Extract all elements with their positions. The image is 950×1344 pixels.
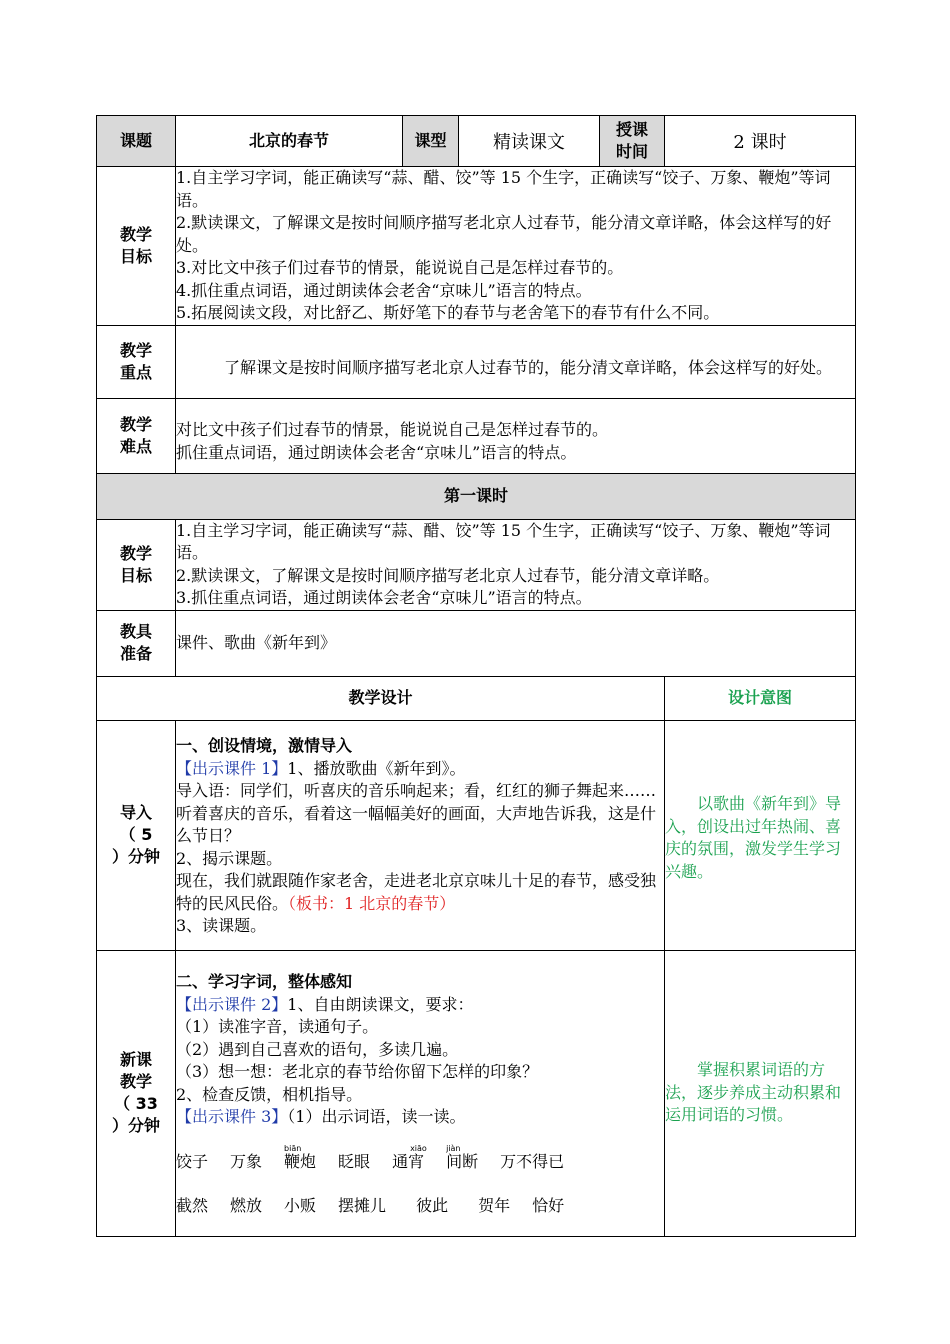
- vocab-word: biān 鞭炮: [284, 1143, 317, 1171]
- courseware-tag: 【出示课件 3】: [176, 1107, 288, 1127]
- key-content: [176, 325, 856, 398]
- vocab-row-2: [176, 1195, 664, 1218]
- vocab-word: 小贩: [284, 1196, 317, 1216]
- time-value: 2 课时: [665, 116, 856, 167]
- goal-item: 3.对比文中孩子们过春节的情景，能说说自己是怎样过春节的。: [176, 258, 624, 277]
- goal-item: 2.默读课文，了解课文是按时间顺序描写老北京人过春节，能分清文章详略，体会这样写的好处。: [176, 213, 832, 255]
- lesson1-goals-row: [97, 519, 856, 610]
- vocab-word: 万不得已: [500, 1151, 565, 1171]
- lesson1-goals-content: [176, 519, 856, 610]
- lesson-plan-table: [96, 115, 856, 1237]
- goals-content: [176, 167, 856, 326]
- goal-item: 1.自主学习字词，能正确读写“蒜、醋、饺”等 15 个生字，正确读写“饺子、万象、鞭炮”等词语。: [176, 520, 831, 562]
- new-lesson-content: 二、学习字词，整体感知 【出示课件 2】1、自由朗读课文，要求： （1）读准字音，读通句子。 （2）遇到自己喜欢的语句，多读几遍。 （3）想一想：老北京的春节给你留下怎样的印象？ 2、检查反馈，相机指导。 【出示课件 3】（1）出示词语，读一读。 饺子 万象 biān 鞭炮 眨眼 xiāo 通宵 jiàn 间断 万不得已 截然 燃放 小贩 摆摊儿 彼此 贺年 恰好: [176, 950, 665, 1236]
- vocab-word: xiāo 通宵: [392, 1143, 427, 1171]
- vocab-word: 眨眼: [338, 1151, 371, 1171]
- intro-label: 导入 （ 5 ）分钟: [97, 720, 176, 950]
- intro-speech: 导入语：同学们，听喜庆的音乐响起来；看，红红的狮子舞起来……听着喜庆的音乐，看着这一幅幅美好的画面，大声地告诉我，这是什么节日？: [176, 781, 657, 846]
- courseware-tag: 【出示课件 1】: [176, 758, 288, 778]
- vocab-word: 截然: [176, 1196, 209, 1216]
- new-lesson-row: [97, 950, 856, 1236]
- design-header-row: [97, 676, 856, 720]
- board-note: （板书：1 北京的春节）: [288, 893, 456, 913]
- difficulty-row: [97, 398, 856, 473]
- courseware-tag: 【出示课件 2】: [176, 994, 288, 1014]
- intent-header: 设计意图: [665, 676, 856, 720]
- lesson1-title: 第一课时: [97, 473, 856, 519]
- type-value: 精读课文: [459, 116, 600, 167]
- intro-row: [97, 720, 856, 950]
- new-lesson-intent: 掌握积累词语的方法，逐步养成主动积累和运用词语的习惯。: [665, 950, 856, 1236]
- tools-content: 课件、歌曲《新年到》: [176, 610, 856, 676]
- vocab-word: 摆摊儿: [338, 1196, 387, 1216]
- difficulty-item: 抓住重点词语，通过朗读体会老舍“京味儿”语言的特点。: [176, 442, 577, 462]
- goals-label: 教学 目标: [97, 167, 176, 326]
- goals-row: [97, 167, 856, 326]
- header-row: [97, 116, 856, 167]
- tools-row: [97, 610, 856, 676]
- new-lesson-heading: 二、学习字词，整体感知: [176, 972, 353, 992]
- tools-label: 教具 准备: [97, 610, 176, 676]
- goal-item: 2.默读课文，了解课文是按时间顺序描写老北京人过春节，能分清文章详略。: [176, 565, 720, 585]
- goal-item: 3.抓住重点词语，通过朗读体会老舍“京味儿”语言的特点。: [176, 588, 592, 607]
- lesson1-goals-label: 教学 目标: [97, 519, 176, 610]
- goal-item: 1.自主学习字词，能正确读写“蒜、醋、饺”等 15 个生字，正确读写“饺子、万象、鞭炮”等词语。: [176, 168, 831, 210]
- vocab-word: 饺子: [176, 1151, 209, 1171]
- topic-label: 课题: [97, 116, 176, 167]
- difficulty-label: 教学 难点: [97, 398, 176, 473]
- intro-intent: 以歌曲《新年到》导入，创设出过年热闹、喜庆的氛围，激发学生学习兴趣。: [665, 720, 856, 950]
- design-header: 教学设计: [97, 676, 665, 720]
- key-row: [97, 325, 856, 398]
- vocab-word: 彼此: [416, 1196, 449, 1216]
- vocab-word: 恰好: [532, 1196, 565, 1216]
- key-text: 了解课文是按时间顺序描写老北京人过春节的，能分清文章详略，体会这样写的好处。: [224, 357, 833, 377]
- vocab-word: jiàn 间断: [446, 1143, 479, 1171]
- key-label: 教学 重点: [97, 325, 176, 398]
- intro-heading: 一、创设情境，激情导入: [176, 736, 353, 756]
- topic-value: 北京的春节: [176, 116, 403, 167]
- vocab-word: 燃放: [230, 1196, 263, 1216]
- vocab-row-1: [176, 1143, 664, 1174]
- type-label: 课型: [403, 116, 459, 167]
- new-lesson-label: 新课 教学 （ 33 ）分钟: [97, 950, 176, 1236]
- goal-item: 5.拓展阅读文段，对比舒乙、斯妤笔下的春节与老舍笔下的春节有什么不同。: [176, 303, 720, 322]
- vocab-word: 万象: [230, 1151, 263, 1171]
- lesson1-title-row: [97, 473, 856, 519]
- intro-content: 一、创设情境，激情导入 【出示课件 1】1、播放歌曲《新年到》。 导入语：同学们，听喜庆的音乐响起来；看，红红的狮子舞起来……听着喜庆的音乐，看着这一幅幅美好的画面，大声地告诉我，这是什么节日？ 2、揭示课题。 现在，我们就跟随作家老舍，走进老北京京味儿十足的春节，感受独特的民风民俗。（板书：1 北京的春节） 3、读课题。: [176, 720, 665, 950]
- goal-item: 4.抓住重点词语，通过朗读体会老舍“京味儿”语言的特点。: [176, 280, 592, 300]
- difficulty-item: 对比文中孩子们过春节的情景，能说说自己是怎样过春节的。: [176, 420, 609, 439]
- time-label: 授课 时间: [600, 116, 665, 167]
- difficulty-content: [176, 398, 856, 473]
- vocab-word: 贺年: [478, 1196, 511, 1216]
